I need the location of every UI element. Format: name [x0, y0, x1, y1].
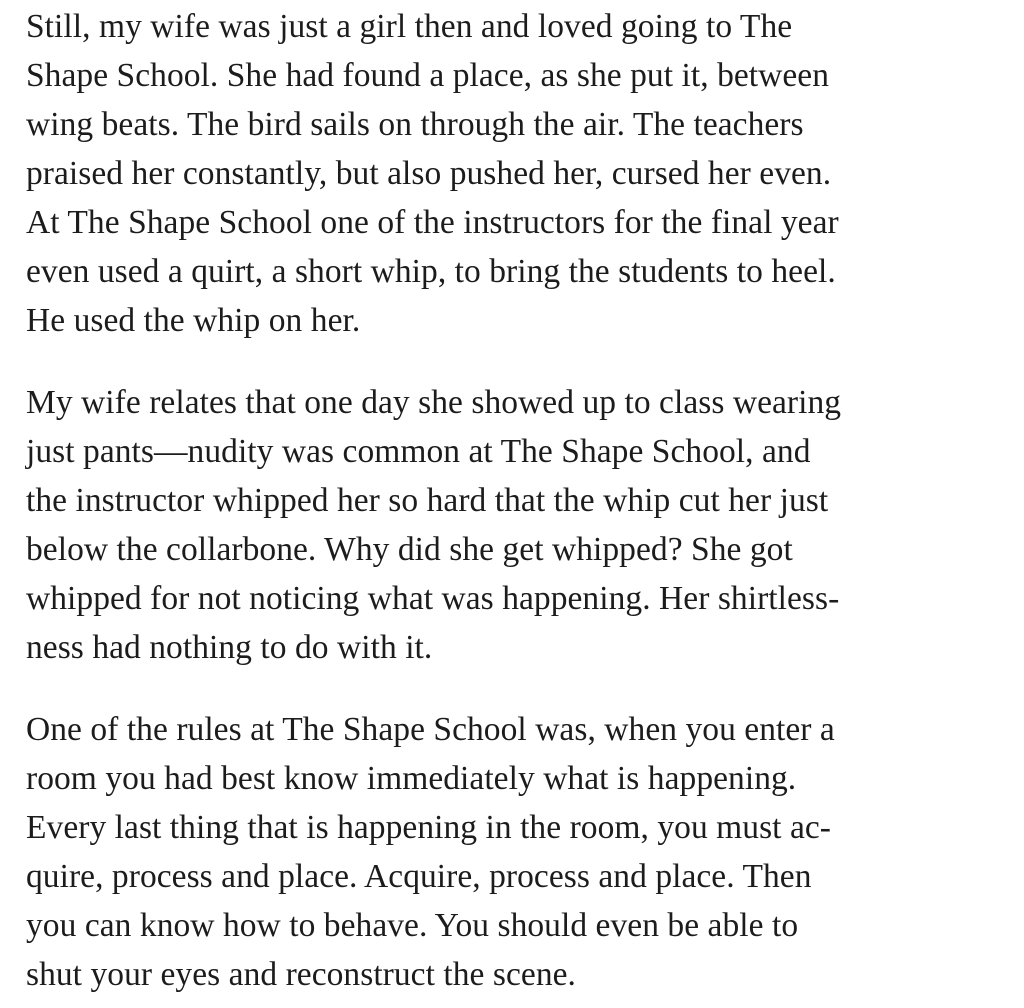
text-line: One of the rules at The Shape School was, when you enter a	[26, 711, 835, 748]
text-line: My wife relates that one day she showed up to class wearing	[26, 384, 842, 421]
text-line: whipped for not noticing what was happening. Her shirtless-	[26, 580, 840, 617]
paragraph-1	[26, 2, 1006, 345]
text-line: below the collarbone. Why did she get whipped? She got	[26, 531, 793, 568]
document-page	[26, 2, 1006, 999]
text-line: Shape School. She had found a place, as she put it, between	[26, 57, 830, 94]
text-line: praised her constantly, but also pushed her, cursed her even.	[26, 155, 832, 192]
text-line: He used the whip on her.	[26, 302, 361, 339]
text-line: ness had nothing to do with it.	[26, 629, 433, 666]
text-line: quire, process and place. Acquire, process and place. Then	[26, 858, 812, 895]
text-line: wing beats. The bird sails on through the air. The teachers	[26, 106, 804, 143]
text-line: Still, my wife was just a girl then and loved going to The	[26, 8, 793, 45]
text-line: room you had best know immediately what is happening.	[26, 760, 797, 797]
paragraph-3	[26, 705, 1006, 999]
text-line: shut your eyes and reconstruct the scene.	[26, 956, 576, 993]
text-line: just pants—nudity was common at The Shape School, and	[26, 433, 811, 470]
text-line: even used a quirt, a short whip, to bring the students to heel.	[26, 253, 836, 290]
text-line: you can know how to behave. You should even be able to	[26, 907, 799, 944]
text-line: the instructor whipped her so hard that the whip cut her just	[26, 482, 829, 519]
text-line: Every last thing that is happening in the room, you must ac-	[26, 809, 831, 846]
paragraph-2	[26, 378, 1006, 672]
text-line: At The Shape School one of the instructors for the final year	[26, 204, 839, 241]
